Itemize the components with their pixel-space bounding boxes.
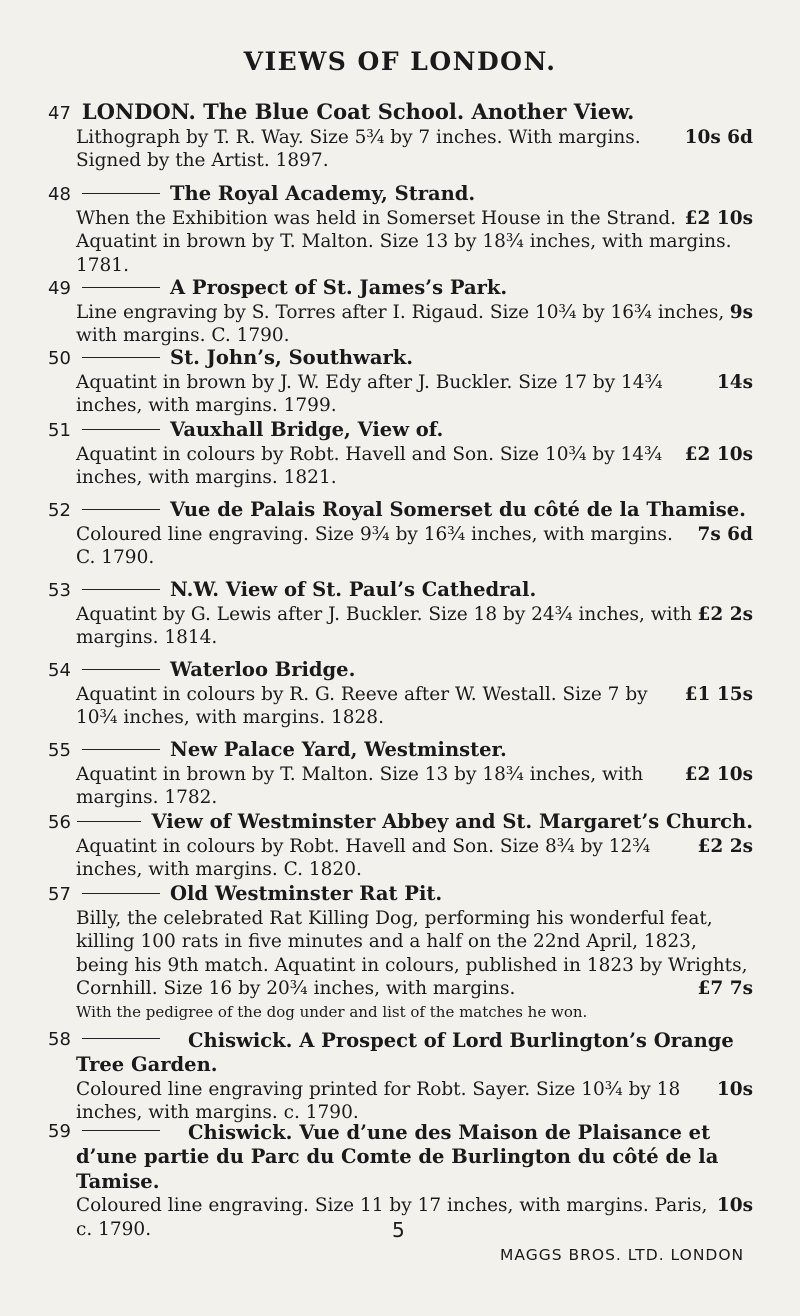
entry-price: £2 10s bbox=[684, 763, 753, 785]
catalogue-entry bbox=[48, 738, 753, 810]
ditto-dash bbox=[82, 669, 160, 670]
catalogue-entry bbox=[48, 346, 753, 418]
entry-price: £1 15s bbox=[684, 683, 753, 705]
entry-number: 54 bbox=[48, 660, 71, 681]
entry-number: 58 bbox=[48, 1029, 71, 1050]
catalogue-entry bbox=[48, 810, 753, 882]
entry-price: £2 10s bbox=[684, 207, 753, 229]
entry-number: 49 bbox=[48, 278, 71, 299]
entry-description: Aquatint by G. Lewis after J. Buckler. Size 18 by 24¾ inches, with margins. 1814. bbox=[76, 603, 692, 648]
entry-price: 10s bbox=[716, 1078, 753, 1100]
entry-description: Line engraving by S. Torres after I. Rigaud. Size 10¾ by 16¾ inches, with margins. C. 1790. bbox=[76, 301, 725, 346]
entry-price: £2 2s bbox=[697, 835, 753, 857]
entry-price: £7 7s bbox=[697, 978, 753, 999]
entry-description: Aquatint in brown by J. W. Edy after J. Buckler. Size 17 by 14¾ inches, with margins. 1799. bbox=[76, 371, 663, 416]
entry-price: 7s 6d bbox=[697, 523, 753, 545]
entry-description: Aquatint in colours by Robt. Havell and Son. Size 10¾ by 14¾ inches, with margins. 1821. bbox=[76, 443, 663, 488]
entry-note: With the pedigree of the dog under and list of the matches he won. bbox=[76, 1002, 588, 1021]
entry-price: 14s bbox=[716, 371, 753, 393]
entry-title: A Prospect of St. James’s Park. bbox=[170, 276, 508, 299]
ditto-dash bbox=[82, 1130, 160, 1131]
entry-price: £2 2s bbox=[697, 603, 753, 625]
entry-description: Aquatint in colours by Robt. Havell and Son. Size 8¾ by 12¾ inches, with margins. C. 1820. bbox=[76, 835, 651, 880]
ditto-dash bbox=[82, 357, 160, 358]
page-header: VIEWS OF LONDON. bbox=[243, 47, 557, 76]
ditto-dash bbox=[82, 429, 160, 430]
entry-title: St. John’s, Southwark. bbox=[170, 346, 414, 369]
catalogue-entry bbox=[48, 276, 753, 348]
entry-title: Old Westminster Rat Pit. bbox=[170, 882, 443, 905]
entry-price: 10s 6d bbox=[684, 126, 753, 148]
entry-price: 10s bbox=[716, 1195, 753, 1216]
entry-number: 50 bbox=[48, 348, 71, 369]
entry-number: 56 bbox=[48, 812, 71, 833]
entry-title: Chiswick. A Prospect of Lord Burlington’s Orange Tree Garden. bbox=[76, 1028, 734, 1076]
ditto-dash bbox=[82, 893, 160, 894]
entry-title: Waterloo Bridge. bbox=[170, 658, 356, 681]
entry-title: Vauxhall Bridge, View of. bbox=[170, 418, 444, 441]
entry-title: View of Westminster Abbey and St. Margaret’s Church. bbox=[151, 810, 753, 833]
ditto-dash bbox=[82, 1038, 160, 1039]
entry-description: Coloured line engraving. Size 9¾ by 16¾ inches, with margins. C. 1790. bbox=[76, 523, 673, 568]
catalogue-entry bbox=[48, 182, 753, 277]
entry-title: New Palace Yard, Westminster. bbox=[170, 738, 507, 761]
catalogue-entry bbox=[48, 418, 753, 490]
entry-description: Coloured line engraving. Size 11 by 17 inches, with margins. Paris, c. 1790. bbox=[76, 1195, 708, 1240]
entry-number: 57 bbox=[48, 884, 71, 905]
entry-number: 51 bbox=[48, 420, 71, 441]
entry-description: Lithograph by T. R. Way. Size 5¾ by 7 inches. With margins. Signed by the Artist. 1897. bbox=[76, 126, 641, 171]
entry-number: 47 bbox=[48, 103, 71, 124]
ditto-dash bbox=[82, 589, 160, 590]
ditto-dash bbox=[82, 509, 160, 510]
entry-title: The Royal Academy, Strand. bbox=[170, 182, 476, 205]
entry-description: Aquatint in colours by R. G. Reeve after W. Westall. Size 7 by 10¾ inches, with margins. 1828. bbox=[76, 683, 648, 728]
entry-description: Coloured line engraving printed for Robt. Sayer. Size 10¾ by 18 inches, with margins. c. 1790. bbox=[76, 1078, 681, 1123]
catalogue-entry bbox=[48, 578, 753, 650]
catalogue-entry bbox=[48, 498, 753, 570]
publisher-footer: MAGGS BROS. LTD. LONDON bbox=[500, 1246, 745, 1264]
entry-title: Vue de Palais Royal Somerset du côté de la Thamise. bbox=[170, 498, 746, 521]
entry-price: 9s bbox=[729, 301, 753, 323]
entry-description: When the Exhibition was held in Somerset House in the Strand. Aquatint in brown by T. Malton. Size 13 by 18¾ inches, with margins. 1781. bbox=[76, 207, 732, 276]
entry-price: £2 10s bbox=[684, 443, 753, 465]
ditto-dash bbox=[82, 193, 160, 194]
entry-title: N.W. View of St. Paul’s Cathedral. bbox=[170, 578, 537, 601]
ditto-dash bbox=[82, 749, 160, 750]
page-number: 5 bbox=[392, 1218, 405, 1242]
entry-number: 59 bbox=[48, 1121, 71, 1142]
entry-description: Billy, the celebrated Rat Killing Dog, performing his wonderful feat, killing 100 rats in five minutes and a half on the 22nd April, 1823, being his 9th match. Aquatint in colours, published in 1823 by Wrights, Cornhill. Size 16 by 20¾ inches, with margins. bbox=[76, 907, 748, 999]
catalogue-entry bbox=[48, 882, 753, 1024]
entry-number: 55 bbox=[48, 740, 71, 761]
catalogue-entry bbox=[48, 100, 753, 173]
catalogue-entry bbox=[48, 1028, 753, 1125]
entry-title: LONDON. The Blue Coat School. Another View. bbox=[81, 99, 635, 124]
entry-number: 48 bbox=[48, 184, 71, 205]
catalogue-entry bbox=[48, 658, 753, 730]
entry-number: 52 bbox=[48, 500, 71, 521]
ditto-dash bbox=[82, 287, 160, 288]
entry-title: Chiswick. Vue d’une des Maison de Plaisance et d’une partie du Parc du Comte de Burlington du côté de la Tamise. bbox=[76, 1120, 719, 1193]
ditto-dash bbox=[77, 821, 141, 822]
entry-description: Aquatint in brown by T. Malton. Size 13 by 18¾ inches, with margins. 1782. bbox=[76, 763, 644, 808]
entry-number: 53 bbox=[48, 580, 71, 601]
